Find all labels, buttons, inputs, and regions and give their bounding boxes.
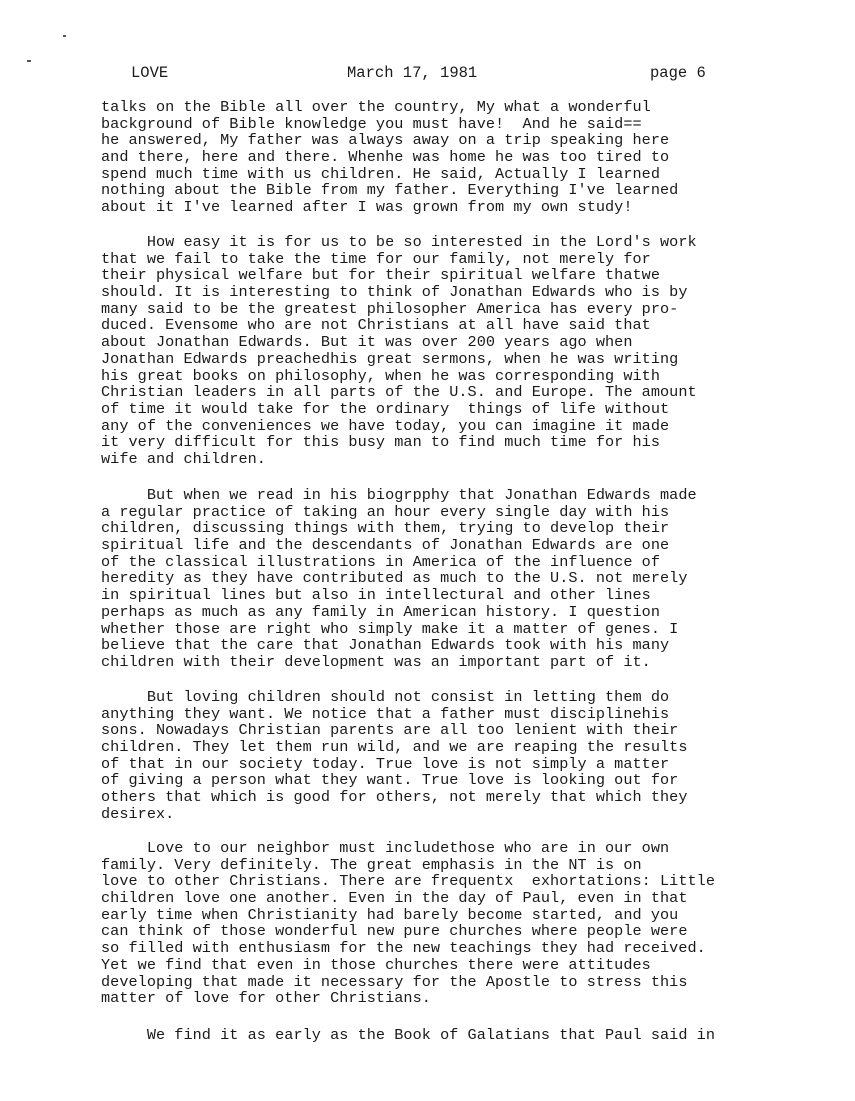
text-line: heredity as they have contributed as much to the U.S. not merely <box>101 569 688 588</box>
text-line: of time it would take for the ordinary things of life without <box>101 399 670 418</box>
header-date: March 17, 1981 <box>347 64 478 82</box>
paragraph <box>101 689 821 823</box>
text-line: that we fail to take the time for our family, not merely for <box>101 249 651 268</box>
paragraph <box>101 234 821 468</box>
text-line: children with their development was an important part of it. <box>101 652 651 671</box>
text-line: developing that made it necessary for the Apostle to stress this <box>101 972 688 991</box>
text-line: duced. Evensome who are not Christians at all have said that <box>101 316 651 335</box>
text-line: perhaps as much as any family in American history. I question <box>101 602 661 621</box>
text-line: can think of those wonderful new pure churches where people were <box>101 922 688 941</box>
text-line: about Jonathan Edwards. But it was over 200 years ago when <box>101 333 633 352</box>
text-line: their physical welfare but for their spiritual welfare thatwe <box>101 266 661 285</box>
text-line: others that which is good for others, not merely that which they <box>101 788 688 807</box>
text-line: many said to be the greatest philosopher America has every pro- <box>101 299 679 318</box>
text-line: children. They let them run wild, and we are reaping the results <box>101 738 688 757</box>
text-line: spend much time with us children. He said, Actually I learned <box>101 164 661 183</box>
paragraph <box>101 1027 821 1044</box>
text-line: How easy it is for us to be so interested in the Lord's work <box>101 233 697 251</box>
text-line: so filled with enthusiasm for the new teachings they had received. <box>101 939 706 958</box>
text-line: wife and children. <box>101 449 266 468</box>
text-line: about it I've learned after I was grown from my own study! <box>101 198 633 217</box>
paragraph <box>101 487 821 671</box>
text-line: Love to our neighbor must includethose who are in our own <box>101 839 670 857</box>
paragraph <box>101 840 821 1007</box>
text-line: We find it as early as the Book of Galatians that Paul said in <box>101 1026 715 1044</box>
text-line: family. Very definitely. The great emphasis in the NT is on <box>101 855 642 874</box>
text-line: talks on the Bible all over the country, My what a wonderful <box>101 98 651 116</box>
text-line: of giving a person what they want. True love is looking out for <box>101 771 679 790</box>
text-line: spiritual life and the descendants of Jonathan Edwards are one <box>101 536 670 555</box>
text-line: Christian leaders in all parts of the U.S. and Europe. The amount <box>101 383 697 402</box>
header-page-number: page 6 <box>650 64 706 82</box>
paragraph <box>101 99 821 216</box>
text-line: should. It is interesting to think of Jonathan Edwards who is by <box>101 283 688 302</box>
text-line: love to other Christians. There are frequentx exhortations: Little <box>101 872 715 891</box>
stray-mark <box>27 60 31 62</box>
text-line: But when we read in his biogrpphy that Jonathan Edwards made <box>101 486 697 504</box>
text-line: background of Bible knowledge you must have! And he said== <box>101 114 642 133</box>
text-line: any of the conveniences we have today, you can imagine it made <box>101 416 670 435</box>
text-line: believe that the care that Jonathan Edwards took with his many <box>101 636 670 655</box>
text-line: of the classical illustrations in America of the influence of <box>101 552 661 571</box>
text-line: in spiritual lines but also in intellectural and other lines <box>101 586 651 605</box>
text-line: children, discussing things with them, trying to develop their <box>101 519 670 538</box>
text-line: sons. Nowadays Christian parents are all too lenient with their <box>101 721 679 740</box>
text-line: Yet we find that even in those churches there were attitudes <box>101 955 651 974</box>
text-line: desirex. <box>101 804 175 823</box>
text-line: nothing about the Bible from my father. Everything I've learned <box>101 181 679 200</box>
text-line: Jonathan Edwards preachedhis great sermons, when he was writing <box>101 349 679 368</box>
text-line: and there, here and there. Whenhe was home he was too tired to <box>101 148 670 167</box>
header-title: LOVE <box>131 64 169 82</box>
text-line: matter of love for other Christians. <box>101 989 431 1008</box>
text-line: of that in our society today. True love is not simply a matter <box>101 754 670 773</box>
text-line: he answered, My father was always away on a trip speaking here <box>101 131 670 150</box>
text-line: whether those are right who simply make it a matter of genes. I <box>101 619 679 638</box>
text-line: children love one another. Even in the day of Paul, even in that <box>101 889 688 908</box>
text-line: But loving children should not consist in letting them do <box>101 688 670 706</box>
text-line: a regular practice of taking an hour every single day with his <box>101 502 670 521</box>
text-line: early time when Christianity had barely become started, and you <box>101 905 679 924</box>
text-line: anything they want. We notice that a father must disciplinehis <box>101 704 670 723</box>
stray-mark <box>63 35 66 37</box>
text-line: it very difficult for this busy man to find much time for his <box>101 433 661 452</box>
text-line: his great books on philosophy, when he was corresponding with <box>101 366 661 385</box>
